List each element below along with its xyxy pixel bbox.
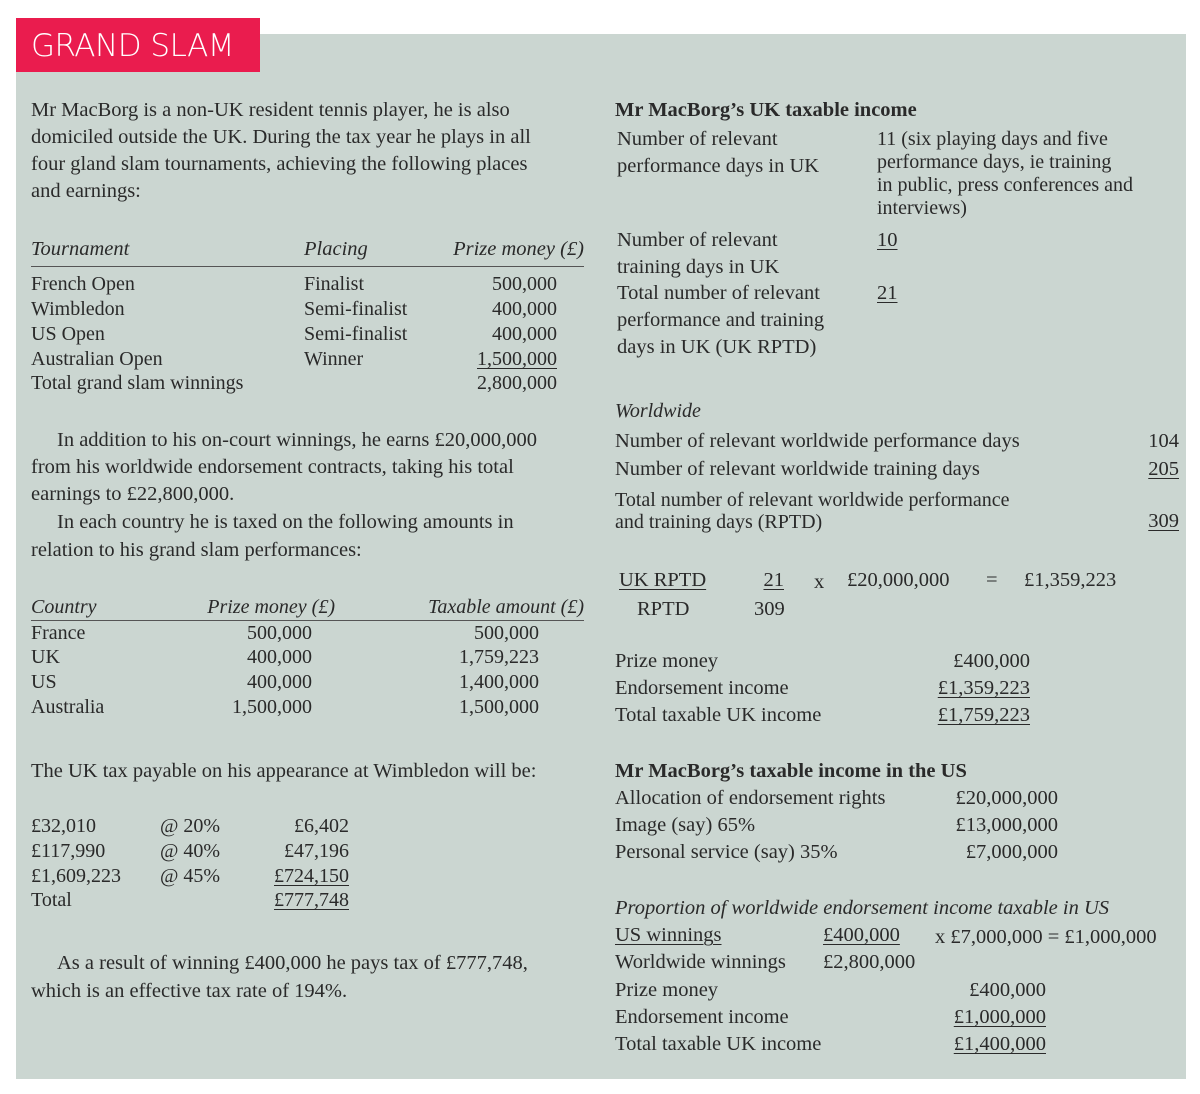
uk-tax-intro: The UK tax payable on his appearance at Wimbledon will be:	[31, 760, 537, 782]
tax-total-value: £777,748	[274, 889, 349, 911]
us-summary-label: Endorsement income	[615, 1006, 789, 1028]
band-rate: @ 40%	[160, 840, 221, 862]
prize-cell: 1,500,000	[232, 696, 312, 718]
intro-line: Mr MacBorg is a non-UK resident tennis player, he is also	[31, 99, 510, 121]
train-value: 10	[877, 229, 898, 251]
page-title: GRAND SLAM	[31, 28, 235, 64]
country-cell: UK	[31, 646, 60, 668]
total-label: Total grand slam winnings	[31, 372, 244, 394]
country-cell: France	[31, 622, 86, 644]
header-tournament: Tournament	[31, 238, 130, 260]
perf-value: performance days, ie training	[877, 151, 1112, 173]
para-line: from his worldwide endorsement contracts, taking his total	[31, 456, 514, 478]
train-label: training days in UK	[617, 256, 780, 278]
country-cell: US	[31, 671, 57, 693]
perf-value: 11 (six playing days and five	[877, 128, 1108, 150]
taxable-cell: 1,759,223	[459, 646, 539, 668]
summary-label: Total taxable UK income	[615, 704, 822, 726]
perf-label: Number of relevant	[617, 128, 778, 150]
taxable-cell: 1,400,000	[459, 671, 539, 693]
tax-total-label: Total	[31, 889, 72, 911]
formula-num-value: 21	[763, 569, 784, 591]
proportion-den-label: Worldwide winnings	[615, 951, 786, 973]
summary-value: £1,759,223	[937, 704, 1030, 726]
placing-cell: Winner	[304, 348, 364, 370]
us-value: £7,000,000	[965, 841, 1058, 863]
placing-cell: Semi-finalist	[304, 298, 408, 320]
band-amount: £32,010	[31, 815, 96, 837]
band-rate: @ 20%	[160, 815, 221, 837]
us-value: £20,000,000	[955, 787, 1058, 809]
total-value: 2,800,000	[477, 372, 557, 394]
prize-cell: 400,000	[492, 298, 557, 320]
summary-label: Prize money	[615, 650, 719, 672]
header-placing: Placing	[304, 238, 368, 260]
prize-cell: 500,000	[492, 273, 557, 295]
proportion-heading: Proportion of worldwide endorsement income taxable in US	[615, 897, 1110, 919]
para-line: In addition to his on-court winnings, he earns £20,000,000	[57, 429, 537, 451]
section-heading: Mr MacBorg’s UK taxable income	[615, 99, 917, 121]
table-row: French Open	[31, 273, 135, 295]
band-tax: £6,402	[294, 815, 349, 837]
prize-cell: 400,000	[247, 671, 312, 693]
intro-line: and earnings:	[31, 180, 141, 202]
taxable-cell: 500,000	[474, 622, 539, 644]
taxable-cell: 1,500,000	[459, 696, 539, 718]
para-line: As a result of winning £400,000 he pays tax of £777,748,	[57, 952, 528, 974]
formula-times: x	[814, 571, 825, 593]
us-summary-label: Prize money	[615, 979, 719, 1001]
band-amount: £1,609,223	[31, 865, 121, 887]
band-tax: £724,150	[274, 865, 349, 887]
perf-value: in public, press conferences and	[877, 174, 1134, 196]
prize-cell: 1,500,000	[477, 348, 557, 370]
worldwide-total-label: Total number of relevant worldwide performance	[615, 489, 1010, 511]
table-row: US Open	[31, 323, 105, 345]
us-label: Personal service (say) 35%	[615, 841, 838, 863]
header-country: Country	[31, 596, 97, 618]
prize-cell: 400,000	[247, 646, 312, 668]
perf-value: interviews)	[877, 197, 967, 219]
country-cell: Australia	[31, 696, 105, 718]
us-summary-value: £1,400,000	[953, 1033, 1046, 1055]
us-label: Allocation of endorsement rights	[615, 787, 886, 809]
band-tax: £47,196	[284, 840, 349, 862]
worldwide-value: 104	[1148, 430, 1179, 452]
para-line: which is an effective tax rate of 194%.	[31, 980, 348, 1002]
worldwide-heading: Worldwide	[615, 400, 701, 422]
proportion-calc: x £7,000,000 = £1,000,000	[935, 926, 1157, 948]
header-rule	[31, 620, 584, 621]
placing-cell: Semi-finalist	[304, 323, 408, 345]
formula-den-label: RPTD	[637, 598, 690, 620]
worldwide-label: Number of relevant worldwide performance days	[615, 430, 1020, 452]
intro-line: four gland slam tournaments, achieving the following places	[31, 153, 528, 175]
train-label: Number of relevant	[617, 229, 778, 251]
para-line: earnings to £22,800,000.	[31, 483, 235, 505]
formula-num-label: UK RPTD	[619, 569, 707, 591]
summary-label: Endorsement income	[615, 677, 789, 699]
proportion-num-label: US winnings	[615, 924, 722, 946]
prize-cell: 500,000	[247, 622, 312, 644]
header-prize: Prize money (£)	[207, 596, 335, 618]
total-value: 21	[877, 282, 898, 304]
formula-den-value: 309	[754, 598, 785, 620]
proportion-den-value: £2,800,000	[823, 951, 916, 973]
worldwide-total-value: 309	[1148, 510, 1179, 532]
header-prize: Prize money (£)	[453, 238, 584, 260]
placing-cell: Finalist	[304, 273, 365, 295]
title-banner	[16, 18, 260, 72]
table-row: Australian Open	[31, 348, 163, 370]
band-rate: @ 45%	[160, 865, 221, 887]
section-heading: Mr MacBorg’s taxable income in the US	[615, 760, 967, 782]
summary-value: £1,359,223	[937, 677, 1030, 699]
total-label: performance and training	[617, 309, 825, 331]
us-summary-value: £1,000,000	[953, 1006, 1046, 1028]
total-label: days in UK (UK RPTD)	[617, 336, 817, 358]
intro-line: domiciled outside the UK. During the tax year he plays in all	[31, 126, 531, 148]
us-summary-label: Total taxable UK income	[615, 1033, 822, 1055]
us-value: £13,000,000	[955, 814, 1058, 836]
worldwide-label: Number of relevant worldwide training days	[615, 458, 980, 480]
table-row: Wimbledon	[31, 298, 125, 320]
us-summary-value: £400,000	[969, 979, 1046, 1001]
proportion-num-value: £400,000	[823, 924, 900, 946]
worldwide-total-label: and training days (RPTD)	[615, 511, 823, 533]
formula-equals: =	[986, 569, 998, 591]
total-label: Total number of relevant	[617, 282, 820, 304]
summary-value: £400,000	[953, 650, 1030, 672]
para-line: relation to his grand slam performances:	[31, 539, 362, 561]
band-amount: £117,990	[31, 840, 106, 862]
header-taxable: Taxable amount (£)	[428, 596, 584, 618]
us-label: Image (say) 65%	[615, 814, 756, 836]
para-line: In each country he is taxed on the following amounts in	[57, 511, 514, 533]
header-rule	[31, 266, 584, 267]
formula-result: £1,359,223	[1024, 569, 1117, 591]
worldwide-value: 205	[1148, 458, 1179, 480]
formula-multiplier: £20,000,000	[847, 569, 950, 591]
prize-cell: 400,000	[492, 323, 557, 345]
perf-label: performance days in UK	[617, 155, 820, 177]
